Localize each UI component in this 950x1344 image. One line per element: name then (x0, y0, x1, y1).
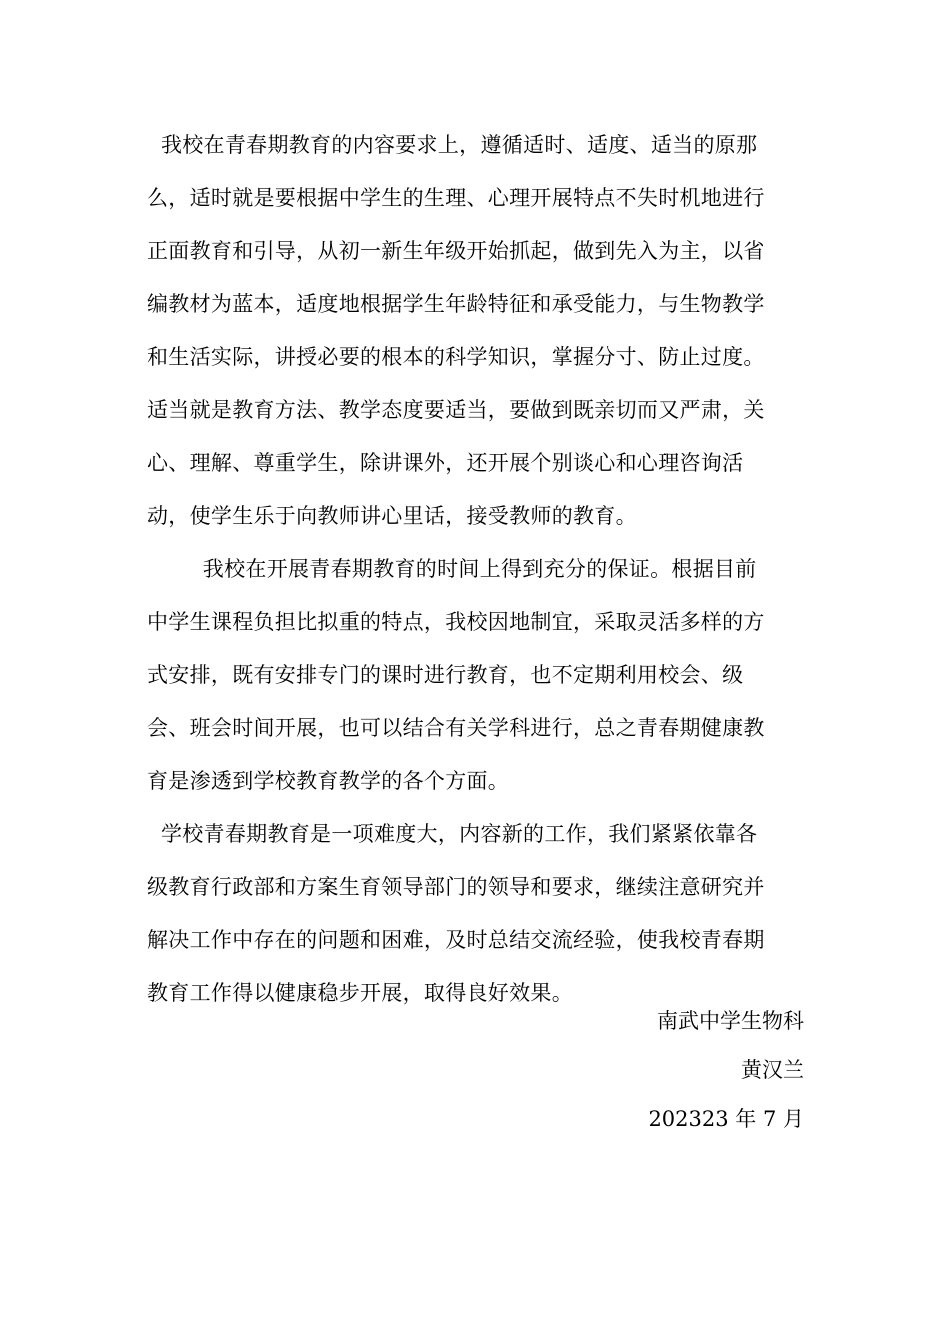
paragraph-line: 么，适时就是要根据中学生的生理、心理开展特点不失时机地进行 (147, 186, 765, 210)
paragraph-line: 解决工作中存在的问题和困难，及时总结交流经验，使我校青春期 (147, 928, 765, 952)
signature-date: 202323 年 7 月 (648, 1107, 804, 1131)
paragraph-line: 育是渗透到学校教育教学的各个方面。 (147, 769, 510, 793)
signature-organization: 南武中学生物科 (657, 1009, 804, 1033)
paragraph-line: 我校在青春期教育的内容要求上，遵循适时、适度、适当的原那 (147, 133, 758, 157)
paragraph-line: 适当就是教育方法、教学态度要适当，要做到既亲切而又严肃，关 (147, 398, 765, 422)
paragraph-line: 式安排，既有安排专门的课时进行教育，也不定期利用校会、级 (147, 663, 744, 687)
paragraph-line: 我校在开展青春期教育的时间上得到充分的保证。根据目前 (147, 557, 757, 581)
paragraph-line: 级教育行政部和方案生育领导部门的领导和要求，继续注意研究并 (147, 875, 765, 899)
paragraph-line: 和生活实际，讲授必要的根本的科学知识，掌握分寸、防止过度。 (147, 345, 765, 369)
paragraph-line: 正面教育和引导，从初一新生年级开始抓起，做到先入为主，以省 (147, 239, 765, 263)
paragraph-line: 心、理解、尊重学生，除讲课外，还开展个别谈心和心理咨询活 (147, 451, 744, 475)
paragraph-line: 会、班会时间开展，也可以结合有关学科进行，总之青春期健康教 (147, 716, 765, 740)
paragraph-line: 编教材为蓝本，适度地根据学生年龄特征和承受能力，与生物教学 (147, 292, 765, 316)
paragraph-line: 教育工作得以健康稳步开展，取得良好效果。 (147, 981, 573, 1005)
paragraph-line: 学校青春期教育是一项难度大，内容新的工作，我们紧紧依靠各 (147, 822, 758, 846)
paragraph-line: 中学生课程负担比拟重的特点，我校因地制宜，采取灵活多样的方 (147, 610, 765, 634)
signature-author: 黄汉兰 (741, 1058, 804, 1082)
paragraph-line: 动，使学生乐于向教师讲心里话，接受教师的教育。 (147, 504, 637, 528)
